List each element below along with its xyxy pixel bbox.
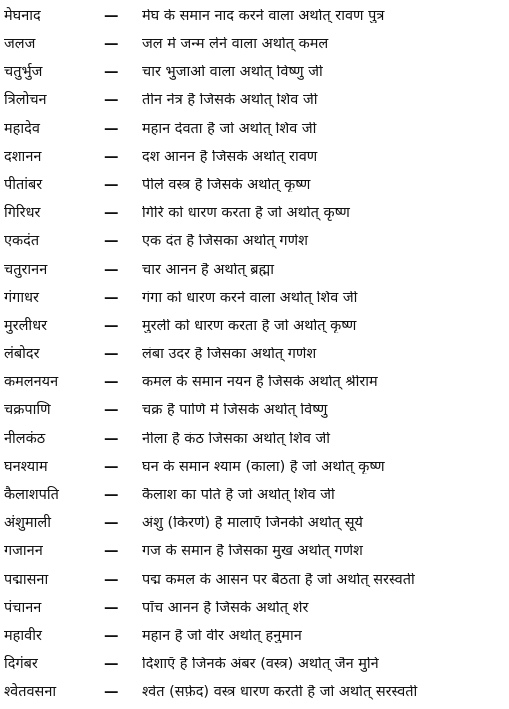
word-meaning: मेघ के समान नाद करने वाला अर्थात् रावण पुत्र [142, 8, 385, 24]
word-meaning: पद्म कमल के आसन पर बैठता है जो अर्थात् सरस्वती [142, 572, 415, 588]
dash-separator: — [104, 120, 119, 137]
word-meaning: चार भुजाओं वाला अर्थात् विष्णु जी [142, 65, 323, 80]
dash-separator: — [104, 684, 119, 701]
word-meaning: नीला है कंठ जिसका अर्थात् शिव जी [142, 431, 331, 447]
compound-word: मुरलीधर [4, 317, 48, 334]
dash-separator: — [104, 261, 119, 278]
list-item [0, 2, 509, 30]
compound-word: चतुरानन [4, 261, 48, 278]
list-item [0, 538, 509, 566]
dash-separator: — [104, 458, 119, 475]
compound-word: कमलनयन [4, 374, 59, 391]
compound-word: मेघनाद [4, 7, 41, 24]
compound-word: अंशुमाली [4, 515, 51, 532]
word-meaning: कैलाश का पति है जो अर्थात् शिव जी [142, 488, 335, 503]
dash-separator: — [104, 374, 119, 391]
list-item [0, 58, 509, 86]
dash-separator: — [104, 36, 119, 53]
list-item [0, 312, 509, 340]
compound-word: पीतांबर [4, 176, 43, 193]
word-meaning: महान है जो वीर अर्थात् हनुमान [142, 628, 302, 644]
dash-separator: — [104, 402, 119, 419]
word-meaning: दिशाएँ हैं जिनके अंबर (वस्त्र) अर्थात् जैन मुनि [142, 657, 379, 672]
compound-word: कैलाशपति [4, 487, 59, 504]
word-meaning: तीन नेत्र हैं जिसके अर्थात् शिव जी [142, 93, 318, 108]
word-meaning: एक दंत है जिसका अर्थात् गणेश [142, 234, 308, 249]
word-meaning: गिरि को धारण करता है जो अर्थात् कृष्ण [142, 206, 350, 221]
word-meaning: दश आनन हैं जिसके अर्थात् रावण [142, 149, 318, 165]
word-meaning: अंशु (किरणें) हैं मालाएँ जिनकी अर्थात् सूर्य [142, 516, 363, 531]
compound-word: महादेव [4, 120, 40, 137]
dash-separator: — [104, 176, 119, 193]
list-item [0, 340, 509, 368]
word-meaning: मुरली को धारण करता है जो अर्थात् कृष्ण [142, 318, 357, 334]
word-meaning-list [0, 2, 509, 707]
dash-separator: — [104, 656, 119, 673]
list-item [0, 509, 509, 537]
word-meaning: कमल के समान नयन है जिसके अर्थात् श्रीराम [142, 375, 378, 390]
compound-word: महावीर [4, 627, 42, 644]
dash-separator: — [104, 599, 119, 616]
compound-word: पद्मासना [4, 571, 49, 588]
list-item [0, 453, 509, 481]
dash-separator: — [104, 430, 119, 447]
dash-separator: — [104, 487, 119, 504]
word-meaning: गज के समान है जिसका मुख अर्थात् गणेश [142, 544, 363, 559]
word-meaning: चार आनन हैं अर्थात् ब्रह्मा [142, 262, 274, 278]
list-item [0, 594, 509, 622]
compound-word: पंचानन [4, 599, 42, 616]
compound-word: त्रिलोचन [4, 92, 47, 109]
list-item [0, 481, 509, 509]
compound-word: नीलकंठ [4, 430, 46, 447]
list-item [0, 30, 509, 58]
list-item [0, 143, 509, 171]
dash-separator: — [104, 7, 119, 24]
compound-word: गजानन [4, 543, 43, 560]
word-meaning: चक्र है पाणि में जिसके अर्थात् विष्णु [142, 403, 328, 418]
compound-word: घनश्याम [4, 458, 48, 475]
compound-word: दिगंबर [4, 656, 38, 673]
list-item [0, 425, 509, 453]
word-meaning: पाँच आनन है जिसके अर्थात् शेर [142, 600, 309, 616]
dash-separator: — [104, 515, 119, 532]
dash-separator: — [104, 205, 119, 222]
list-item [0, 284, 509, 312]
dash-separator: — [104, 346, 119, 363]
list-item [0, 368, 509, 396]
list-item [0, 650, 509, 678]
list-item [0, 87, 509, 115]
word-meaning: लंबा उदर है जिसका अर्थात् गणेश [142, 347, 317, 362]
word-meaning: श्वेत (सफ़ेद) वस्त्र धारण करती हैं जो अर्थात् सरस्वती [142, 685, 418, 700]
list-item [0, 256, 509, 284]
dash-separator: — [104, 543, 119, 560]
list-item [0, 228, 509, 256]
dash-separator: — [104, 233, 119, 250]
word-meaning: पीले वस्त्र हैं जिसके अर्थात् कृष्ण [142, 177, 311, 193]
compound-word: एकदंत [4, 233, 40, 250]
compound-word: श्वेतवसना [4, 684, 57, 701]
word-meaning: गंगा को धारण करने वाला अर्थात् शिव जी [142, 290, 358, 306]
list-item [0, 115, 509, 143]
list-item [0, 397, 509, 425]
list-item [0, 622, 509, 650]
dash-separator: — [104, 627, 119, 644]
dash-separator: — [104, 64, 119, 81]
dash-separator: — [104, 571, 119, 588]
compound-word: गिरिधर [4, 205, 41, 222]
compound-word: गंगाधर [4, 289, 39, 306]
word-meaning: घन के समान श्याम (काला) है जो अर्थात् कृष्ण [142, 459, 385, 475]
word-meaning: महान देवता है जो अर्थात् शिव जी [142, 121, 317, 137]
dash-separator: — [104, 92, 119, 109]
compound-word: दशानन [4, 148, 42, 165]
dash-separator: — [104, 317, 119, 334]
compound-word: चतुर्भुज [4, 64, 43, 81]
list-item [0, 679, 509, 707]
compound-word: चक्रपाणि [4, 402, 51, 419]
compound-word: जलज [4, 36, 36, 53]
list-item [0, 199, 509, 227]
dash-separator: — [104, 148, 119, 165]
list-item [0, 566, 509, 594]
word-meaning: जल में जन्म लेने वाला अर्थात् कमल [142, 37, 329, 52]
dash-separator: — [104, 289, 119, 306]
list-item [0, 171, 509, 199]
compound-word: लंबोदर [4, 346, 40, 363]
